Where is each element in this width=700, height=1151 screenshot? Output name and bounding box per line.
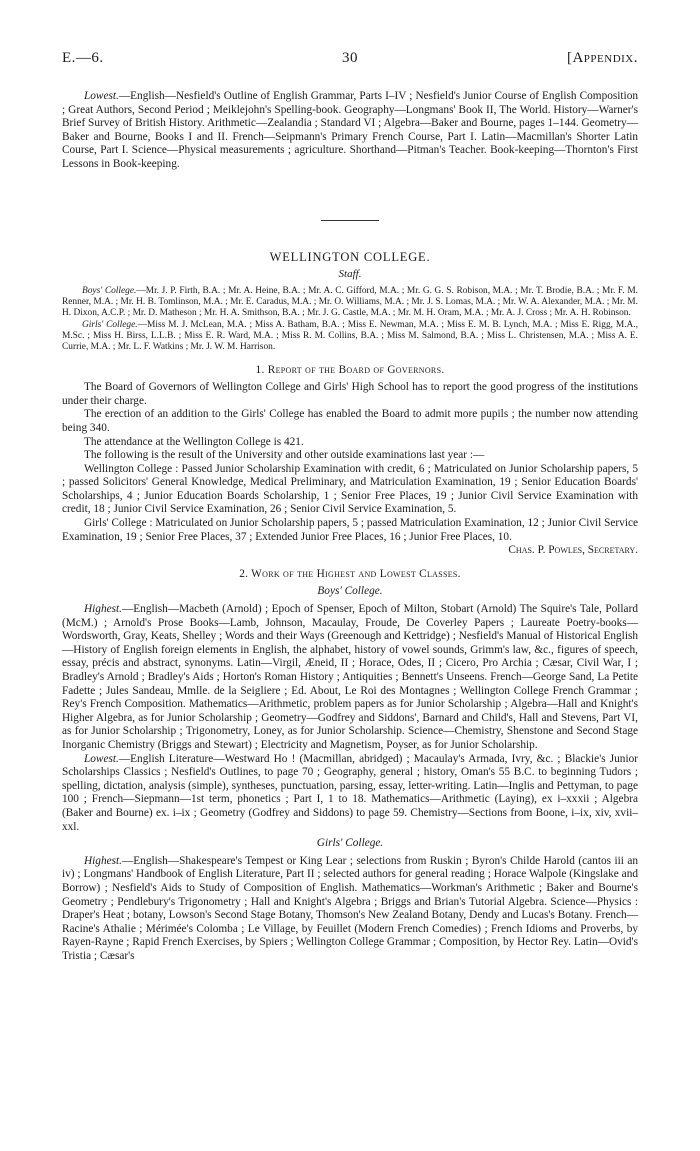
boys-lowest-text: —English Literature—Westward Ho ! (Macmillan, abridged) ; Macaulay's Armada, Ivry, &c. ; Blackie's Junior Scholarships Classics ; Nesfield's Outlines, to page 70 ; Geography, general ; history, Oman's 55 B.C. to beginning Tudors ; spelling, dictation, analysis (simple), syntheses, punctuation, parsing, essay, letter-writing. Latin—Inglis and Pettyman, to page 100 ; French—Siepmann—1st term, phonetics ; Part I, 1 to 18. Mathematics—Arithmetic (Laying), ex i–xxxii ; Algebra (Baker and Bourne) ex. i–ix ; Geometry (Godfrey and Siddons) to page 59. Chemistry—Sections from Boone, i–ix, xiv, xvii–xxl. [62,752,638,833]
boys-staff-label: Boys' College. [82,285,137,296]
college-title: WELLINGTON COLLEGE. [269,249,431,264]
girls-staff-text: —Miss M. J. McLean, M.A. ; Miss A. Batham, B.A. ; Miss E. Newman, M.A. ; Miss E. M. B. Lynch, M.A. ; Miss E. Rigg, M.A., M.Sc. ; Miss H. Birss, L.L.B. ; Miss E. R. Ward, M.A. ; Miss R. M. Collins, B.A. ; Miss M. Salmond, B.A. ; Miss L. Christensen, M.A. ; Miss A. E. Currie, M.A. ; Mr. L. F. Watkins ; Mr. J. W. M. Harrison. [62,319,638,353]
boys-staff-text: —Mr. J. P. Firth, B.A. ; Mr. A. Heine, B.A. ; Mr. A. C. Gifford, M.A. ; Mr. G. G. S. Robison, M.A. ; Mr. T. Brodie, B.A. ; Mr. F. M. Renner, M.A. ; Mr. H. B. Tomlinson, M.A. ; Mr. E. Caradus, M.A. ; Mr. O. Williams, M.A. ; Mr. J. S. Lomas, M.A. ; Mr. W. A. Alexander, M.A. ; Mr. M. H. Dixon, A.C.P. ; Mr. D. Matheson ; Mr. H. A. Smithson, B.A. ; Mr. J. G. Castle, M.A. ; Mr. M. H. Oram, M.A. ; Mr. A. J. Cross ; Mr. A. H. Robinson. [62,285,639,319]
report-paragraph: The erection of an addition to the Girls' College has enabled the Board to admit more pupils ; the number now attending being 340. [62,408,638,434]
secretary-signature: Chas. P. Powles, Secretary. [508,544,638,557]
boys-highest-paragraph [62,603,638,753]
boys-highest-label: Highest. [84,603,122,616]
header-reference: E.—6. [62,50,104,66]
previous-section-continuation [62,90,638,963]
girls-highest-label: Highest. [84,854,122,867]
prev-lowest-label: Lowest. [84,90,119,102]
prev-lowest-text: —English—Nesfield's Outline of English Grammar, Parts I–IV ; Nesfield's Junior Course of English Composition ; Great Authors, Second Period ; Meiklejohn's Spelling-book. Geography—Longmans' Book II, The World. History—Warner's Brief Survey of British History. Arithmetic—Zealandia ; Standard VI ; Algebra—Baker and Bourne, pages 1–144. Geometry—Baker and Bourne, Books I and II. French—Seipmann's Primary French Course, Part I. Latin—Macmillan's Shorter Latin Course, Part I. Science—Physical measurements ; agriculture. Shorthand—Pitman's Teacher. Book-keeping—Thornton's First Lessons in Book-keeping. [62,90,638,170]
girls-college-heading: Girls' College. [316,837,384,850]
boys-staff-paragraph [62,286,638,320]
boys-lowest-paragraph [62,753,638,835]
running-header [62,50,638,70]
section-divider [321,220,379,221]
report-paragraph: The Board of Governors of Wellington College and Girls' High School has to report the good progress of the institutions under their charge. [62,381,638,407]
report-heading: 1. Report of the Board of Governors. [255,363,445,376]
work-heading: 2. Work of the Highest and Lowest Classes. [239,567,461,580]
report-signoff [62,544,638,558]
girls-highest-paragraph [62,855,638,964]
report-paragraph: The attendance at the Wellington College is 421. [84,435,304,448]
page-number: 30 [342,50,358,66]
prev-lowest-paragraph [62,90,638,172]
staff-list [62,286,638,354]
boys-highest-text: —English—Macbeth (Arnold) ; Epoch of Spenser, Epoch of Milton, Stobart (Arnold) The Squire's Tale, Pollard (McM.) ; Arnold's Prose Books—Lamb, Johnson, Macaulay, Froude, De Coverley Papers ; Laureate Poetry-books—Wordsworth, Gray, Keats, Shelley ; Words and their Ways (Greenough and Kettridge) ; Nesfield's Manual of Historical English—History of English foreign elements in English, the alphabet, history of vowel sounds, Grimm's law, &c., figures of speech, essay, précis and abstract, synonyms. Latin—Virgil, Æneid, II ; Horace, Odes, II ; Cicero, Pro Archia ; Cæsar, Civil War, I ; Bradley's Arnold ; Bradley's Aids ; Horton's Roman History ; Antiquities ; Bennett's Unseens. French—George Sand, La Petite Fadette ; Jules Sandeau, Mmlle. de la Seigliere ; Ed. About, Le Roi des Montagnes ; Wellington College French Grammar ; Rey's French Composition. Mathematics—Arithmetic, problem papers as for Junior Scholarship ; Algebra—Hall and Knight's Higher Algebra, as for Junior Scholarship ; Geometry—Godfrey and Siddons', Barnard and Child's, Hall and Stevens, Part VI, as for Junior Scholarship ; Trigonometry, Loney, as for Junior Scholarship. Science—Chemistry, Shenstone and Second Stage Inorganic Chemistry (Briggs and Stewart) ; Electricity and Magnetism, Poyser, as for Junior Scholarship. [62,603,638,751]
girls-staff-label: Girls' College. [82,319,138,330]
report-paragraph: The following is the result of the University and other outside examinations last year :— [84,449,485,462]
girls-staff-paragraph [62,320,638,354]
boys-lowest-label: Lowest. [84,752,119,765]
staff-heading: Staff. [338,268,362,281]
girls-highest-text: —English—Shakespeare's Tempest or King Lear ; selections from Ruskin ; Byron's Childe Harold (cantos iii an iv) ; Longmans' Handbook of English Literature, Part II ; selected authors for general reading ; Horace Walpole (Kingslake and Borrow) ; Nesfield's Aids to Study of Composition of English. Mathematics—Workman's Arithmetic ; Baker and Bourne's Geometry ; Pendlebury's Trigonometry ; Hall and Knight's Algebra ; Briggs and Brian's Tutorial Algebra. Science—Physics : Draper's Heat ; botany, Lowson's Second Stage Botany, Thomson's New Zealand Botany, Dendy and Lucas's Botany. French—Racine's Athalie ; Mérimée's Colomba ; Le Village, by Feuillet (Modern French Comedies) ; French Idioms and Proverbs, by Rayen-Rayne ; Rapid French Exercises, by Spiers ; Wellington College Grammar ; Composition, by Hector Rey. Latin—Ovid's Tristia ; Cæsar's [62,854,638,962]
report-paragraph: Girls' College : Matriculated on Junior Scholarship papers, 5 ; passed Matriculation Examination, 12 ; Junior Civil Service Examination, 19 ; Senior Free Places, 37 ; Extended Junior Free Places, 16 ; Junior Free Places, 10. [62,517,638,543]
header-appendix: [Appendix. [566,50,638,66]
report-paragraph: Wellington College : Passed Junior Scholarship Examination with credit, 6 ; Matriculated on Junior Scholarship papers, 5 ; passed Solicitors' General Knowledge, Medical Preliminary, and Matriculation Examination, 19 ; Senior Education Boards' Scholarships, 4 ; Junior Education Boards Scholarship, 1 ; Senior Free Places, 19 ; Junior Civil Service Examination with credit, 18 ; Junior Civil Service Examination, 26 ; Senior Civil Service Examination, 5. [62,462,638,516]
boys-college-heading: Boys' College. [317,585,383,598]
